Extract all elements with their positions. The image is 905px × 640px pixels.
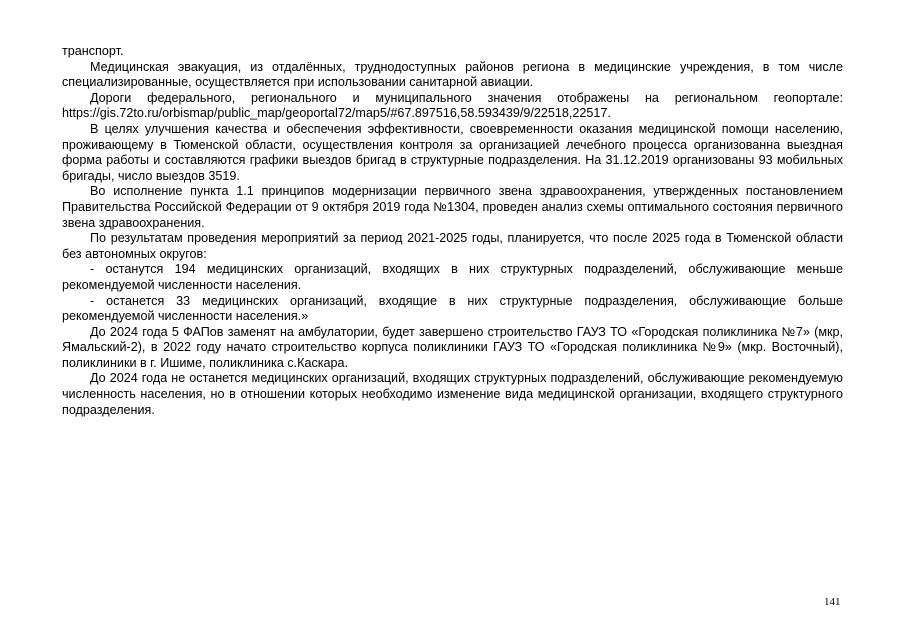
paragraph-results-2021-2025: По результатам проведения мероприятий за период 2021-2025 годы, планируется, что после 2025 года в Тюменской области без автономных округов: [62, 231, 843, 261]
list-item-33-organizations: - останется 33 медицинских организаций, входящие в них структурные подразделения, обслуживающие больше рекомендуемой численности населения.» [62, 293, 843, 324]
paragraph-roads-geoportal: Дороги федерального, регионального и муниципального значения отображены на региональном геопортале: https://gis.72to.ru/orbismap/public_map/geoportal72/map5/#67.897516,58.593439/9/22518,22517. [62, 90, 843, 121]
paragraph-mobile-brigades: В целях улучшения качества и обеспечения эффективности, своевременности оказания медицинской помощи населению, проживающему в Тюменской области, осуществления контроля за организацией лечебного процесса организованна выездная форма работы и составляются графики выездов бригад в структурные подразделения. На 31.12.2019 организованы 93 мобильных бригады, число выездов 3519. [62, 121, 843, 183]
paragraph-medical-evacuation: Медицинская эвакуация, из отдалённых, труднодоступных районов региона в медицинские учреждения, в том числе специализированные, осуществляется при использовании санитарной авиации. [62, 59, 843, 90]
document-body [62, 44, 843, 418]
paragraph-organization-type-change: До 2024 года не останется медицинских организаций, входящих структурных подразделений, обслуживающие рекомендуемую численность населения, но в отношении которых необходимо изменение вида медицинской организации, входящего структурного подразделения. [62, 371, 843, 417]
paragraph-construction-2024: До 2024 года 5 ФАПов заменят на амбулатории, будет завершено строительство ГАУЗ ТО «Городская поликлиника №7» (мкр, Ямальский-2), в 2022 году начато строительство корпуса поликлиники ГАУЗ ТО «Городская поликлиника №9» (мкр. Восточный), поликлиники в г. Ишиме, поликлиника с.Каскара. [62, 324, 843, 370]
paragraph-primary-care-modernization: Во исполнение пункта 1.1 принципов модернизации первичного звена здравоохранения, утвержденных постановлением Правительства Российской Федерации от 9 октября 2019 года №1304, проведен анализ схемы оптимального состояния первичного звена здравоохранения. [62, 184, 843, 230]
paragraph-continuation: транспорт. [62, 44, 124, 58]
page-number: 141 [824, 596, 841, 608]
list-item-194-organizations: - останутся 194 медицинских организаций, входящих в них структурных подразделений, обслуживающие меньше рекомендуемой численности населения. [62, 262, 843, 292]
